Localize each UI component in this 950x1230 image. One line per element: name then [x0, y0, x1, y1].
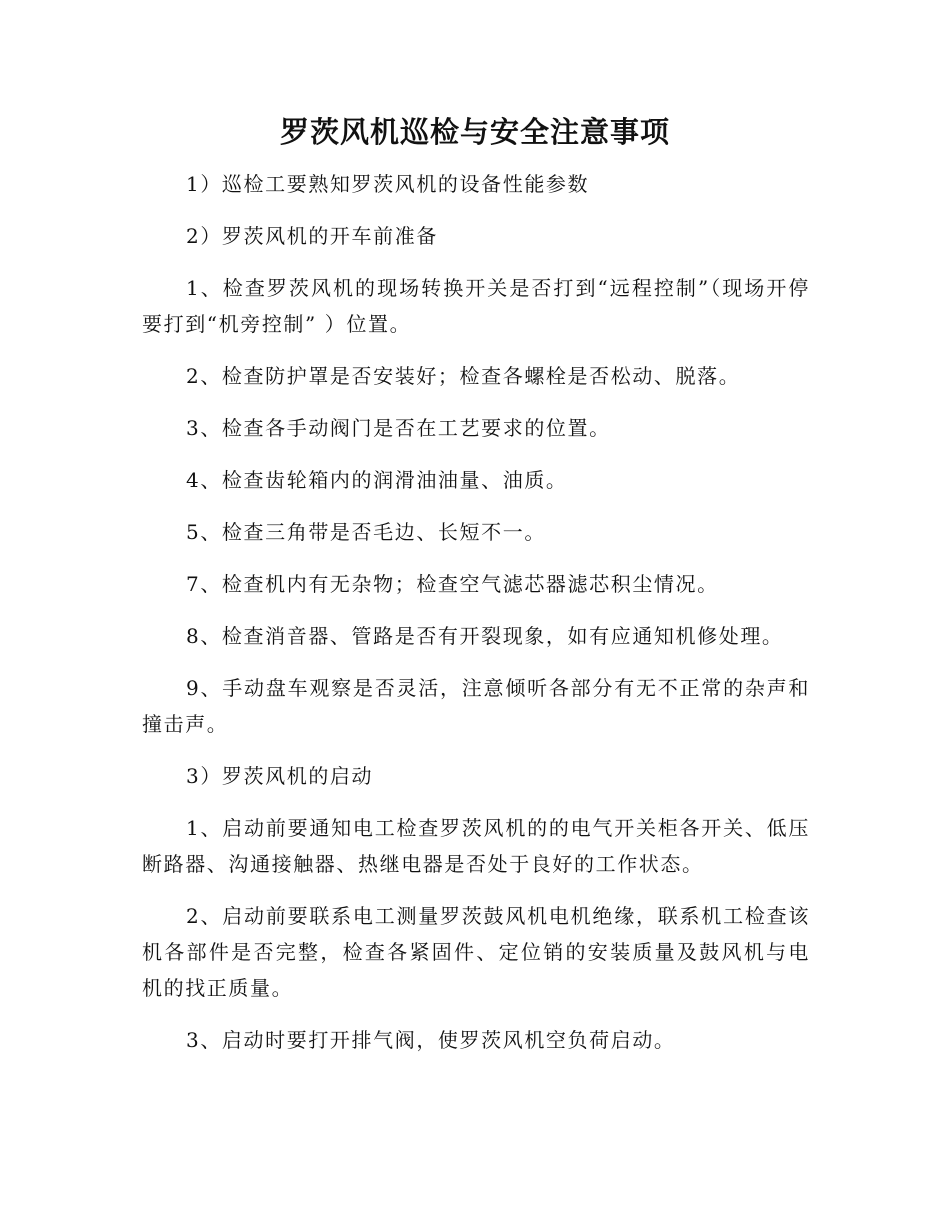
paragraph-13: 2、启动前要联系电工测量罗茨鼓风机电机绝缘，联系机工检查该机各部件是否完整，检查各紧固件、定位销的安装质量及鼓风机与电机的找正质量。	[142, 904, 810, 1000]
paragraph-6: 4、检查齿轮箱内的润滑油油量、油质。	[186, 468, 568, 492]
paragraph-11: 3）罗茨风机的启动	[186, 764, 374, 788]
document-title: 罗茨风机巡检与安全注意事项	[279, 115, 670, 149]
paragraph-5: 3、检查各手动阀门是否在工艺要求的位置。	[186, 416, 611, 440]
paragraph-3: 1、检查罗茨风机的现场转换开关是否打到“远程控制”（现场开停要打到“机旁控制” ）位置。	[142, 276, 810, 336]
paragraph-1: 1）巡检工要熟知罗茨风机的设备性能参数	[186, 172, 590, 196]
paragraph-2: 2）罗茨风机的开车前准备	[186, 224, 438, 248]
document-body	[142, 166, 810, 1058]
paragraph-9: 8、检查消音器、管路是否有开裂现象，如有应通知机修处理。	[186, 624, 784, 648]
paragraph-8: 7、检查机内有无杂物；检查空气滤芯器滤芯积尘情况。	[186, 572, 719, 596]
paragraph-14: 3、启动时要打开排气阀，使罗茨风机空负荷启动。	[186, 1028, 676, 1052]
paragraph-4: 2、检查防护罩是否安装好；检查各螺栓是否松动、脱落。	[186, 364, 741, 388]
paragraph-10: 9、手动盘车观察是否灵活，注意倾听各部分有无不正常的杂声和撞击声。	[142, 676, 810, 736]
paragraph-7: 5、检查三角带是否毛边、长短不一。	[186, 520, 546, 544]
paragraph-12: 1、启动前要通知电工检查罗茨风机的的电气开关柜各开关、低压断路器、沟通接触器、热继电器是否处于良好的工作状态。	[142, 816, 810, 876]
